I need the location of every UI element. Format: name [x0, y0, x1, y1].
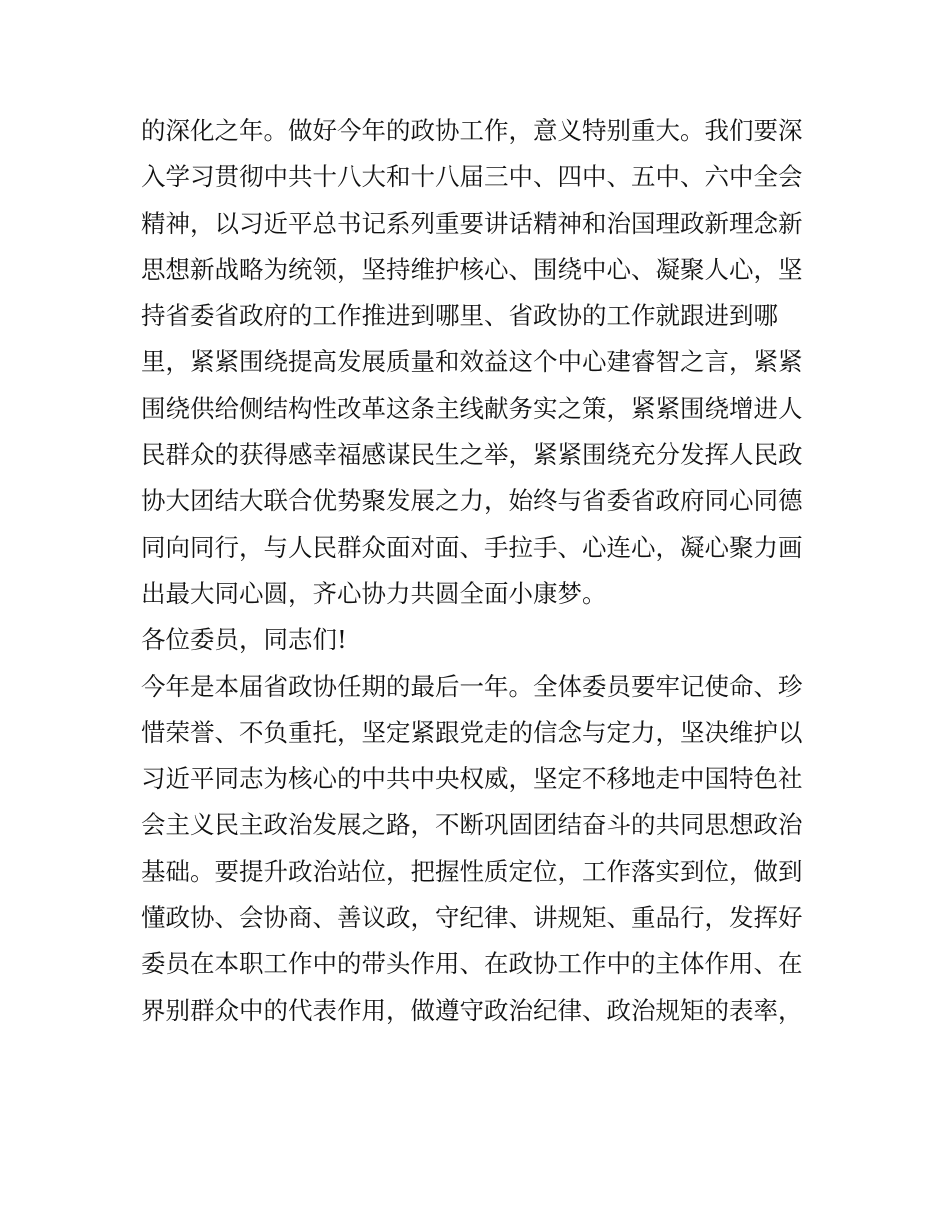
- text-line-3: 精神，以习近平总书记系列重要讲话精神和治国理政新理念新: [141, 208, 803, 238]
- text-line-11: 出最大同心圆，齐心协力共圆全面小康梦。: [141, 578, 607, 608]
- body-text: [141, 108, 821, 1034]
- text-line-13: 今年是本届省政协任期的最后一年。全体委员要牢记使命、珍: [141, 671, 803, 701]
- text-line-1: 的深化之年。做好今年的政协工作，意义特别重大。我们要深: [141, 116, 803, 145]
- text-line-8: 民群众的获得感幸福感谋民生之举，紧紧围绕充分发挥人民政: [141, 440, 803, 470]
- text-line-19: 委员在本职工作中的带头作用、在政协工作中的主体作用、在: [141, 949, 803, 979]
- text-line-2: 入学习贯彻中共十八大和十八届三中、四中、五中、六中全会: [141, 162, 803, 192]
- text-line-4: 思想新战略为统领，坚持维护核心、围绕中心、凝聚人心，坚: [141, 254, 803, 284]
- text-line-20: 界别群众中的代表作用，做遵守政治纪律、政治规矩的表率，: [141, 995, 803, 1025]
- text-line-5: 持省委省政府的工作推进到哪里、省政协的工作就跟进到哪: [141, 301, 778, 331]
- text-line-14: 惜荣誉、不负重托，坚定紧跟党走的信念与定力，坚决维护以: [141, 717, 803, 747]
- text-line-10: 同向同行，与人民群众面对面、手拉手、心连心，凝心聚力画: [141, 532, 803, 562]
- text-line-18: 懂政协、会协商、善议政，守纪律、讲规矩、重品行，发挥好: [141, 903, 803, 933]
- text-line-15: 习近平同志为核心的中共中央权威，坚定不移地走中国特色社: [141, 764, 803, 794]
- salutation-line: 各位委员，同志们!: [141, 625, 347, 655]
- text-line-17: 基础。要提升政治站位，把握性质定位，工作落实到位，做到: [141, 856, 803, 886]
- text-line-9: 协大团结大联合优势聚发展之力，始终与省委省政府同心同德: [141, 486, 803, 516]
- text-line-6: 里，紧紧围绕提高发展质量和效益这个中心建睿智之言，紧紧: [141, 347, 803, 377]
- text-line-7: 围绕供给侧结构性改革这条主线献务实之策，紧紧围绕增进人: [141, 393, 803, 423]
- text-line-16: 会主义民主政治发展之路，不断巩固团结奋斗的共同思想政治: [141, 810, 803, 840]
